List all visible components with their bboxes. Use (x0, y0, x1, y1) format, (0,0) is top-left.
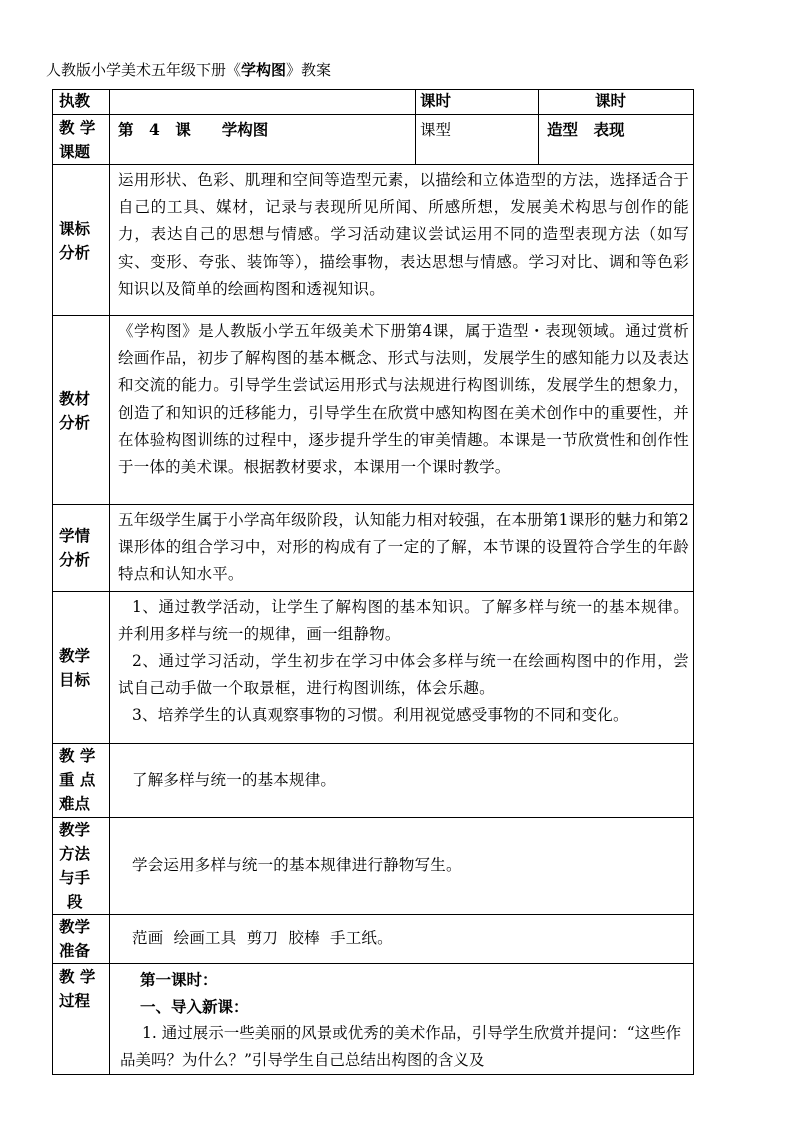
executor-value (110, 90, 416, 115)
section-text: 运用形状、色彩、肌理和空间等造型元素，以描绘和立体造型的方法，选择适合于自己的工具、媒材，记录与表现所见所闻、所感所想，发展美术构思与创作的能力，表达自己的思想与情感。学习活动建议尝试运用不同的造型表现方法（如写实、变形、夸张、装饰等），描绘事物，表达思想与情感。学习对比、调和等色彩知识以及简单的绘画构图和透视知识。 (110, 165, 694, 316)
section-label: 教材 分析 (53, 316, 110, 505)
topic-label: 教 学 课题 (53, 115, 110, 165)
header-row (53, 90, 694, 115)
executor-label: 执教 (53, 90, 110, 115)
process-subheading: 一、导入新课： (140, 996, 249, 1016)
period-label: 课时 (416, 90, 539, 115)
section-label: 教 学 过程 (53, 963, 110, 1074)
lesson-plan-table (52, 89, 694, 1075)
goal-item: 1、通过教学活动，让学生了解构图的基本知识。了解多样与统一的基本规律。并利用多样与统一的规律，画一组静物。 (118, 597, 689, 643)
section-preparation (53, 914, 694, 963)
section-text: 学会运用多样与统一的基本规律进行静物写生。 (110, 817, 694, 914)
topic-row (53, 115, 694, 165)
process-heading: 第一课时： (140, 969, 218, 989)
section-text: 范画 绘画工具 剪刀 胶棒 手工纸。 (110, 914, 694, 963)
section-keypoints (53, 743, 694, 817)
lesson-title: 第 4 课 学构图 (110, 115, 416, 165)
section-text: 五年级学生属于小学高年级阶段，认知能力相对较强，在本册第1课形的魅力和第2课形体的组合学习中，对形的构成有了一定的了解，本节课的设置符合学生的年龄特点和认知水平。 (110, 505, 694, 592)
section-students (53, 505, 694, 592)
type-value: 造型 表现 (539, 115, 694, 165)
section-process (53, 963, 694, 1074)
goal-item: 2、通过学习活动，学生初步在学习中体会多样与统一在绘画构图中的作用，尝试自己动手做一个取景框，进行构图训练，体会乐趣。 (118, 652, 689, 698)
section-label: 教学 目标 (53, 591, 110, 743)
section-curriculum (53, 165, 694, 316)
section-label: 教学 准备 (53, 914, 110, 963)
section-material (53, 316, 694, 505)
process-paragraph: 1. 通过展示一些美丽的风景或优秀的美术作品，引导学生欣赏并提问：“这些作品美吗？为什么？”引导学生自己总结出构图的含义及 (120, 1023, 682, 1069)
period-value: 课时 (539, 90, 694, 115)
section-label: 教学 方法 与手 段 (53, 817, 110, 914)
document-title: 人教版小学美术五年级下册《学构图》教案 (46, 61, 332, 79)
section-label: 教 学 重 点 难点 (53, 743, 110, 817)
section-text: 了解多样与统一的基本规律。 (110, 743, 694, 817)
section-text: 《学构图》是人教版小学五年级美术下册第4课，属于造型・表现领域。通过赏析绘画作品，初步了解构图的基本概念、形式与法则，发展学生的感知能力以及表达和交流的能力。引导学生尝试运用形式与法规进行构图训练，发展学生的想象力，创造了和知识的迁移能力，引导学生在欣赏中感知构图在美术创作中的重要性，并在体验构图训练的过程中，逐步提升学生的审美情趣。本课是一节欣赏性和创作性于一体的美术课。根据教材要求，本课用一个课时教学。 (110, 316, 694, 505)
section-goals (53, 591, 694, 743)
section-methods (53, 817, 694, 914)
section-label: 课标 分析 (53, 165, 110, 316)
process-content (110, 963, 694, 1074)
section-text (110, 591, 694, 743)
goal-item: 3、培养学生的认真观察事物的习惯。利用视觉感受事物的不同和变化。 (131, 706, 629, 725)
section-label: 学情 分析 (53, 505, 110, 592)
type-label: 课型 (416, 115, 539, 165)
